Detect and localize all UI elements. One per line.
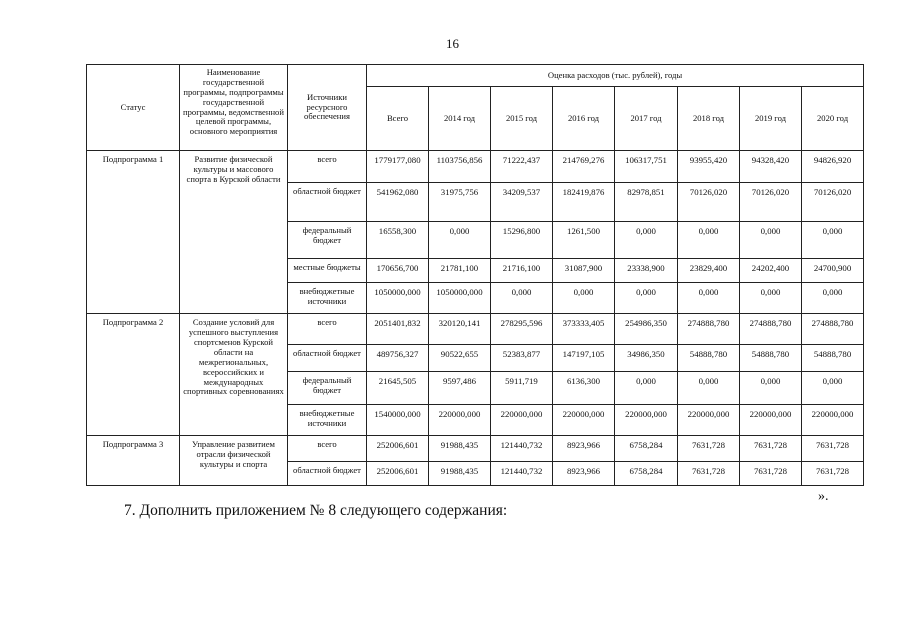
expense-value-cell: 70126,020 bbox=[740, 183, 802, 222]
expense-value-cell: 220000,000 bbox=[802, 405, 864, 436]
table-row bbox=[87, 151, 864, 183]
expense-value-cell: 91988,435 bbox=[429, 436, 491, 462]
expense-value-cell: 0,000 bbox=[615, 372, 678, 405]
header-program-name: Наименование государственной программы, подпрограммы государственной программы, ведомственной целевой программы, основного мероприятия bbox=[180, 65, 288, 151]
header-year-2014: 2014 год bbox=[429, 87, 491, 151]
expense-value-cell: 373333,405 bbox=[553, 314, 615, 345]
subprogram-status: Подпрограмма 3 bbox=[87, 436, 180, 486]
expense-value-cell: 0,000 bbox=[615, 283, 678, 314]
expense-value-cell: 220000,000 bbox=[678, 405, 740, 436]
expense-value-cell: 54888,780 bbox=[678, 345, 740, 372]
header-year-2018: 2018 год bbox=[678, 87, 740, 151]
expense-value-cell: 7631,728 bbox=[678, 462, 740, 486]
expense-value-cell: 1103756,856 bbox=[429, 151, 491, 183]
expense-value-cell: 0,000 bbox=[678, 283, 740, 314]
header-year-2016: 2016 год bbox=[553, 87, 615, 151]
header-year-2017: 2017 год bbox=[615, 87, 678, 151]
expense-value-cell: 15296,800 bbox=[491, 222, 553, 258]
header-expense-estimate: Оценка расходов (тыс. рублей), годы bbox=[367, 65, 864, 87]
expense-value-cell: 252006,601 bbox=[367, 462, 429, 486]
expense-value-cell: 220000,000 bbox=[429, 405, 491, 436]
expense-value-cell: 70126,020 bbox=[802, 183, 864, 222]
expense-value-cell: 34209,537 bbox=[491, 183, 553, 222]
expense-value-cell: 71222,437 bbox=[491, 151, 553, 183]
expense-value-cell: 0,000 bbox=[740, 372, 802, 405]
funding-source-cell: внебюджетные источники bbox=[288, 405, 367, 436]
expense-value-cell: 1779177,080 bbox=[367, 151, 429, 183]
expense-value-cell: 541962,080 bbox=[367, 183, 429, 222]
expense-value-cell: 0,000 bbox=[615, 222, 678, 258]
expense-value-cell: 1050000,000 bbox=[367, 283, 429, 314]
expense-value-cell: 274888,780 bbox=[802, 314, 864, 345]
expense-value-cell: 94826,920 bbox=[802, 151, 864, 183]
expense-value-cell: 254986,350 bbox=[615, 314, 678, 345]
expense-value-cell: 31975,756 bbox=[429, 183, 491, 222]
expense-value-cell: 90522,655 bbox=[429, 345, 491, 372]
expense-value-cell: 0,000 bbox=[678, 222, 740, 258]
table-row bbox=[87, 314, 864, 345]
expense-value-cell: 489756,327 bbox=[367, 345, 429, 372]
expense-value-cell: 0,000 bbox=[802, 222, 864, 258]
expense-value-cell: 91988,435 bbox=[429, 462, 491, 486]
header-year-2020: 2020 год bbox=[802, 87, 864, 151]
funding-source-cell: внебюджетные источники bbox=[288, 283, 367, 314]
expense-value-cell: 220000,000 bbox=[615, 405, 678, 436]
funding-source-cell: всего bbox=[288, 314, 367, 345]
expense-value-cell: 7631,728 bbox=[740, 462, 802, 486]
expense-value-cell: 278295,596 bbox=[491, 314, 553, 345]
header-status: Статус bbox=[87, 65, 180, 151]
expense-value-cell: 252006,601 bbox=[367, 436, 429, 462]
expense-value-cell: 21781,100 bbox=[429, 258, 491, 283]
funding-source-cell: областной бюджет bbox=[288, 183, 367, 222]
expense-value-cell: 0,000 bbox=[740, 222, 802, 258]
expense-value-cell: 106317,751 bbox=[615, 151, 678, 183]
header-year-total: Всего bbox=[367, 87, 429, 151]
header-funding-source: Источники ресурсного обеспечения bbox=[288, 65, 367, 151]
expense-value-cell: 70126,020 bbox=[678, 183, 740, 222]
expense-value-cell: 7631,728 bbox=[740, 436, 802, 462]
funding-source-cell: областной бюджет bbox=[288, 462, 367, 486]
expense-value-cell: 0,000 bbox=[429, 222, 491, 258]
expense-value-cell: 121440,732 bbox=[491, 436, 553, 462]
expense-value-cell: 24700,900 bbox=[802, 258, 864, 283]
expense-value-cell: 31087,900 bbox=[553, 258, 615, 283]
expense-value-cell: 54888,780 bbox=[740, 345, 802, 372]
expense-table bbox=[86, 64, 864, 486]
expense-value-cell: 94328,420 bbox=[740, 151, 802, 183]
subprogram-status: Подпрограмма 1 bbox=[87, 151, 180, 314]
subprogram-name: Создание условий для успешного выступления спортсменов Курской области на межрегиональных, всероссийских и международных спортивных соревнованиях bbox=[180, 314, 288, 436]
expense-value-cell: 24202,400 bbox=[740, 258, 802, 283]
expense-value-cell: 82978,851 bbox=[615, 183, 678, 222]
expense-value-cell: 54888,780 bbox=[802, 345, 864, 372]
expense-value-cell: 21716,100 bbox=[491, 258, 553, 283]
header-year-2019: 2019 год bbox=[740, 87, 802, 151]
expense-value-cell: 0,000 bbox=[802, 372, 864, 405]
expense-value-cell: 0,000 bbox=[491, 283, 553, 314]
expense-value-cell: 0,000 bbox=[740, 283, 802, 314]
expense-value-cell: 274888,780 bbox=[740, 314, 802, 345]
expense-value-cell: 2051401,832 bbox=[367, 314, 429, 345]
expense-value-cell: 0,000 bbox=[553, 283, 615, 314]
expense-value-cell: 274888,780 bbox=[678, 314, 740, 345]
expense-value-cell: 5911,719 bbox=[491, 372, 553, 405]
expense-value-cell: 52383,877 bbox=[491, 345, 553, 372]
expense-value-cell: 23829,400 bbox=[678, 258, 740, 283]
funding-source-cell: федеральный бюджет bbox=[288, 372, 367, 405]
expense-value-cell: 93955,420 bbox=[678, 151, 740, 183]
expense-value-cell: 21645,505 bbox=[367, 372, 429, 405]
expense-value-cell: 220000,000 bbox=[491, 405, 553, 436]
expense-value-cell: 8923,966 bbox=[553, 436, 615, 462]
expense-value-cell: 7631,728 bbox=[802, 436, 864, 462]
expense-value-cell: 220000,000 bbox=[740, 405, 802, 436]
table-row bbox=[87, 436, 864, 462]
amendment-instruction: 7. Дополнить приложением № 8 следующего содержания: bbox=[124, 502, 508, 519]
expense-value-cell: 214769,276 bbox=[553, 151, 615, 183]
expense-value-cell: 8923,966 bbox=[553, 462, 615, 486]
expense-value-cell: 1261,500 bbox=[553, 222, 615, 258]
expense-value-cell: 1050000,000 bbox=[429, 283, 491, 314]
expense-value-cell: 34986,350 bbox=[615, 345, 678, 372]
funding-source-cell: федеральный бюджет bbox=[288, 222, 367, 258]
page-number: 16 bbox=[446, 36, 459, 51]
expense-value-cell: 1540000,000 bbox=[367, 405, 429, 436]
funding-source-cell: всего bbox=[288, 151, 367, 183]
expense-value-cell: 6758,284 bbox=[615, 462, 678, 486]
funding-source-cell: областной бюджет bbox=[288, 345, 367, 372]
expense-value-cell: 170656,700 bbox=[367, 258, 429, 283]
header-year-2015: 2015 год bbox=[491, 87, 553, 151]
expense-value-cell: 7631,728 bbox=[802, 462, 864, 486]
expense-value-cell: 121440,732 bbox=[491, 462, 553, 486]
subprogram-name: Развитие физической культуры и массового спорта в Курской области bbox=[180, 151, 288, 314]
expense-value-cell: 320120,141 bbox=[429, 314, 491, 345]
expense-table-body bbox=[87, 151, 864, 486]
closing-quote: ». bbox=[818, 489, 829, 504]
expense-value-cell: 16558,300 bbox=[367, 222, 429, 258]
funding-source-cell: всего bbox=[288, 436, 367, 462]
expense-value-cell: 9597,486 bbox=[429, 372, 491, 405]
expense-value-cell: 147197,105 bbox=[553, 345, 615, 372]
subprogram-status: Подпрограмма 2 bbox=[87, 314, 180, 436]
subprogram-name: Управление развитием отрасли физической культуры и спорта bbox=[180, 436, 288, 486]
expense-value-cell: 220000,000 bbox=[553, 405, 615, 436]
expense-value-cell: 7631,728 bbox=[678, 436, 740, 462]
expense-value-cell: 6136,300 bbox=[553, 372, 615, 405]
expense-value-cell: 0,000 bbox=[802, 283, 864, 314]
funding-source-cell: местные бюджеты bbox=[288, 258, 367, 283]
expense-value-cell: 6758,284 bbox=[615, 436, 678, 462]
expense-value-cell: 23338,900 bbox=[615, 258, 678, 283]
expense-value-cell: 182419,876 bbox=[553, 183, 615, 222]
expense-value-cell: 0,000 bbox=[678, 372, 740, 405]
